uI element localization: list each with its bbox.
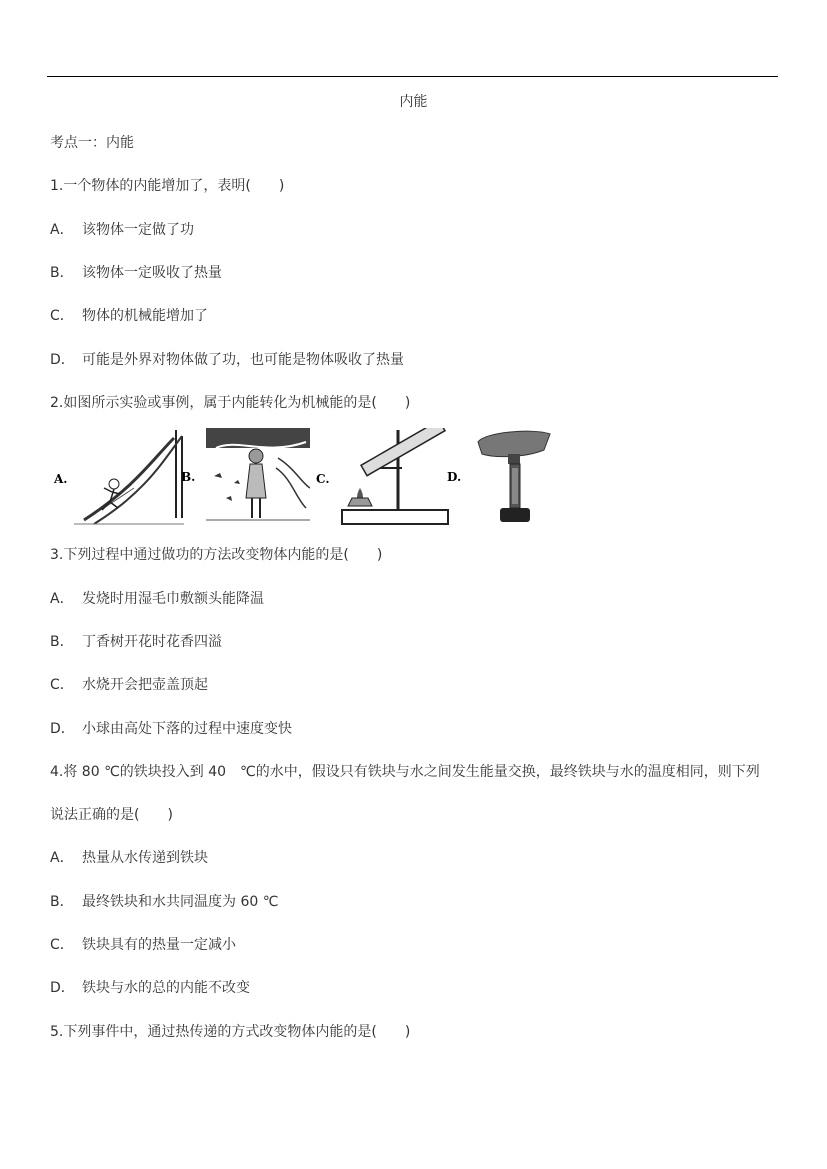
option-letter: A．	[50, 850, 74, 866]
test-tube-stand-illustration	[338, 428, 450, 528]
question-2-stem: 2.如图所示实验或事例，属于内能转化为机械能的是( )	[50, 395, 411, 411]
option-text: 热量从水传递到铁块	[82, 850, 208, 866]
q1-option-b	[50, 264, 222, 282]
fire-piston-illustration	[474, 428, 554, 528]
option-text: 铁块与水的总的内能不改变	[82, 980, 250, 996]
question-1-stem: 1.一个物体的内能增加了，表明( )	[50, 178, 285, 194]
q4-option-a	[50, 849, 208, 867]
page-title: 内能	[399, 94, 428, 110]
option-text: 发烧时用湿毛巾敷额头能降温	[82, 591, 264, 607]
option-letter: D．	[50, 352, 75, 368]
q3-option-a	[50, 590, 264, 608]
figure-a-label: A.	[54, 472, 68, 486]
q1-option-d	[50, 351, 404, 369]
question-2-figures	[50, 428, 560, 528]
option-letter: B．	[50, 634, 74, 650]
option-letter: C．	[50, 937, 74, 953]
option-letter: D．	[50, 721, 75, 737]
option-text: 该物体一定做了功	[82, 222, 194, 238]
q4-option-d	[50, 979, 250, 997]
option-text: 该物体一定吸收了热量	[82, 265, 222, 281]
figure-d-label: D.	[447, 470, 462, 484]
option-letter: A．	[50, 591, 74, 607]
wind-person-illustration	[206, 428, 310, 524]
option-text: 可能是外界对物体做了功，也可能是物体吸收了热量	[82, 352, 404, 368]
q3-option-d	[50, 720, 292, 738]
option-text: 铁块具有的热量一定减小	[82, 937, 236, 953]
q3-option-b	[50, 633, 222, 651]
option-letter: A．	[50, 222, 74, 238]
q1-option-c	[50, 307, 208, 325]
option-text: 水烧开会把壶盖顶起	[82, 677, 208, 693]
option-letter: C．	[50, 308, 74, 324]
option-letter: D．	[50, 980, 75, 996]
option-text: 丁香树开花时花香四溢	[82, 634, 222, 650]
option-letter: B．	[50, 894, 74, 910]
q3-option-c	[50, 676, 208, 694]
question-5-stem: 5.下列事件中，通过热传递的方式改变物体内能的是( )	[50, 1024, 411, 1040]
slide-illustration	[74, 428, 184, 528]
option-text: 最终铁块和水共同温度为 60 ℃	[82, 894, 279, 910]
figure-b-label: B.	[181, 470, 196, 484]
section-heading: 考点一：内能	[50, 135, 134, 151]
option-text: 小球由高处下落的过程中速度变快	[82, 721, 292, 737]
option-letter: C．	[50, 677, 74, 693]
question-4-stem-line2: 说法正确的是( )	[50, 807, 173, 823]
figure-c-label: C.	[316, 472, 330, 486]
question-3-stem: 3.下列过程中通过做功的方法改变物体内能的是( )	[50, 547, 383, 563]
q4-option-c	[50, 936, 236, 954]
option-text: 物体的机械能增加了	[82, 308, 208, 324]
question-4-stem-line1: 4.将 80 ℃的铁块投入到 40 ℃的水中，假设只有铁块与水之间发生能量交换，最终铁块与水的温度相同，则下列	[50, 764, 760, 780]
q4-option-b	[50, 893, 278, 911]
header-rule	[47, 76, 778, 77]
option-letter: B．	[50, 265, 74, 281]
q1-option-a	[50, 221, 194, 239]
